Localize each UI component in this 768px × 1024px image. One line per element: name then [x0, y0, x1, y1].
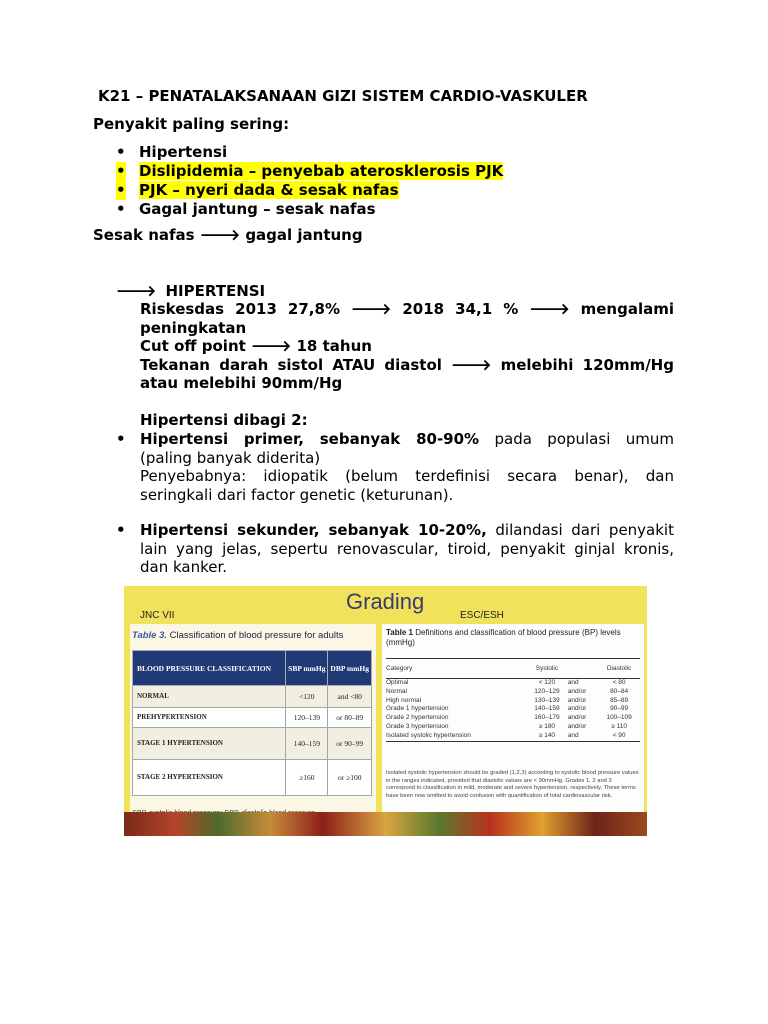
subheading: Penyakit paling sering:	[93, 115, 290, 133]
tekanan-value: melebihi 120mm/Hg	[500, 356, 674, 374]
table-cell: or ≥100	[328, 760, 372, 796]
arrow-icon: 🡒	[116, 282, 157, 300]
sekunder-paragraph	[116, 521, 674, 577]
table-row	[386, 697, 640, 706]
table-cell: 80–84	[610, 687, 629, 695]
esc-label: ESC/ESH	[460, 610, 504, 621]
sekunder-bold: Hipertensi sekunder, sebanyak 10-20%,	[140, 521, 487, 539]
table-cell: Normal	[386, 687, 407, 695]
jnc-table-panel	[130, 624, 376, 812]
list-item-text-highlighted: Dislipidemia – penyebab aterosklerosis PJK	[139, 162, 504, 180]
primer-paragraph	[116, 430, 674, 504]
table-cell: Grade 1 hypertension	[386, 705, 449, 713]
riskesdas-result: mengalami	[580, 300, 674, 318]
table-header: Systolic	[526, 659, 568, 679]
table-cell: 140–159	[286, 728, 328, 760]
table-cell: and/or	[567, 714, 587, 722]
table-cell: STAGE 1 HYPERTENSION	[133, 728, 286, 760]
arrow-icon: 🡒	[251, 337, 292, 355]
table-cell: and	[568, 732, 598, 741]
bullet-icon: •	[116, 162, 126, 180]
table-row	[386, 679, 640, 688]
bullet-icon: •	[116, 200, 126, 218]
table-cell: and <80	[328, 686, 372, 708]
riskesdas-2018: 2018 34,1 %	[402, 300, 519, 318]
figure-heading: Grading	[346, 589, 425, 614]
table-cell: and/or	[567, 722, 587, 730]
table-cell: PREHYPERTENSION	[133, 708, 286, 728]
table-header: BLOOD PRESSURE CLASSIFICATION	[133, 651, 286, 686]
table-cell: Grade 2 hypertension	[386, 714, 449, 722]
bullet-icon: •	[116, 521, 126, 539]
table-row	[386, 723, 640, 732]
cutoff-value: 18 tahun	[296, 337, 372, 355]
dibagi-heading: Hipertensi dibagi 2:	[140, 411, 308, 429]
table-cell: ≥ 110	[611, 722, 627, 730]
sesak-line	[93, 226, 363, 245]
table-cell: 85–89	[610, 696, 629, 704]
jnc-table	[132, 650, 372, 796]
primer-rest: pada populasi umum	[494, 430, 674, 448]
arrow-icon: 🡒	[199, 226, 241, 244]
table-row	[386, 688, 640, 697]
table-cell: < 90	[598, 732, 640, 741]
table-header: Diastolic	[598, 659, 640, 679]
primer-line-1	[140, 430, 674, 449]
table-cell: < 120	[538, 679, 556, 686]
sekunder-line-3: dan kanker.	[140, 558, 228, 576]
table-row	[386, 732, 640, 741]
table-cell: ≥160	[286, 760, 328, 796]
table-cell: or 90–99	[328, 728, 372, 760]
primer-bold: Hipertensi primer, sebanyak 80-90%	[140, 430, 480, 448]
table-cell: High normal	[386, 696, 422, 704]
arrow-icon: 🡒	[451, 356, 492, 374]
bullet-icon: •	[116, 143, 126, 161]
tekanan-line	[140, 356, 674, 375]
list-item	[116, 162, 503, 181]
hipertensi-heading-text: HIPERTENSI	[165, 282, 266, 300]
riskesdas-2013: Riskesdas 2013 27,8%	[140, 300, 340, 318]
table-cell: ≥ 140	[526, 732, 568, 741]
grading-figure	[124, 586, 647, 836]
esc-table-note: Isolated systolic hypertension should be graded (1,2,3) according to systolic blood pressure values in the ranges indicated, provided that diastolic values are < 90mmHg. Grades 1, 2 and 3 correspond to classification in mild, moderate and severe hypertension, respectively. These terms have been now omitted to avoid confusion with quantification of total cardiovascular risk.	[386, 770, 639, 799]
table-cell: Optimal	[386, 679, 409, 686]
table-cell: Isolated systolic hypertension	[386, 732, 526, 741]
table-cell: Grade 3 hypertension	[386, 722, 449, 730]
table-cell: or 80–89	[328, 708, 372, 728]
disease-list	[116, 143, 503, 219]
table-row	[386, 705, 640, 714]
riskesdas-line	[140, 300, 674, 319]
riskesdas-line-2: peningkatan	[140, 319, 247, 337]
bullet-icon: •	[116, 430, 126, 448]
jnc-caption-prefix: Table 3.	[132, 630, 168, 641]
table-header	[568, 659, 598, 679]
list-item-text: Gagal jantung – sesak nafas	[139, 200, 376, 218]
table-cell: 130–139	[534, 696, 560, 704]
table-cell: <120	[286, 686, 328, 708]
table-cell: 90–99	[610, 705, 629, 713]
esc-table-caption	[386, 628, 640, 648]
tekanan-label: Tekanan darah sistol ATAU diastol	[140, 356, 442, 374]
cutoff-line	[140, 337, 674, 356]
cutoff-label: Cut off point	[140, 337, 246, 355]
esc-table	[386, 658, 640, 742]
sekunder-line-1	[140, 521, 674, 540]
tekanan-line-2: atau melebihi 90mm/Hg	[140, 374, 343, 392]
table-header: Category	[386, 659, 526, 679]
sekunder-rest: dilandasi dari penyakit	[495, 521, 674, 539]
list-item	[116, 143, 503, 162]
table-cell: and	[567, 679, 579, 686]
table-cell: 160–179	[534, 714, 560, 722]
sesak-before: Sesak nafas	[93, 226, 195, 244]
arrow-icon: 🡒	[351, 300, 392, 318]
primer-line-4: seringkali dari factor genetic (keturunan).	[140, 485, 454, 504]
list-item-text: Hipertensi	[139, 143, 228, 161]
table-cell: 140–159	[534, 705, 560, 713]
table-cell: < 80	[612, 679, 626, 686]
table-cell: and/or	[567, 705, 587, 713]
table-row	[133, 708, 372, 728]
table-row	[386, 714, 640, 723]
table-row	[133, 686, 372, 708]
list-item	[116, 181, 503, 200]
bullet-icon: •	[116, 181, 126, 199]
hipertensi-heading	[116, 282, 265, 301]
table-cell: ≥ 180	[538, 722, 556, 730]
jnc-label: JNC VII	[140, 610, 175, 621]
sesak-after: gagal jantung	[245, 226, 363, 244]
table-header: DBP mmHg	[328, 651, 372, 686]
sekunder-line-2: lain yang jelas, sepertu renovascular, tiroid, penyakit ginjal kronis,	[140, 539, 674, 558]
primer-line-3: Penyebabnya: idiopatik (belum terdefinisi secara benar), dan	[140, 467, 674, 485]
table-cell: and/or	[567, 696, 587, 704]
table-row	[133, 760, 372, 796]
list-item-text-highlighted: PJK – nyeri dada & sesak nafas	[139, 181, 399, 199]
page-title: K21 – PENATALAKSANAAN GIZI SISTEM CARDIO-VASKULER	[98, 87, 588, 105]
arrow-icon: 🡒	[529, 300, 570, 318]
primer-line-2: (paling banyak diderita)	[140, 448, 321, 467]
table-row	[133, 728, 372, 760]
esc-caption-text: Definitions and classification of blood pressure (BP) levels (mmHg)	[386, 628, 621, 647]
table-cell: 100–109	[606, 714, 632, 722]
list-item	[116, 200, 503, 219]
esc-table-panel	[382, 624, 644, 812]
food-photo-strip	[124, 812, 647, 836]
table-cell: and/or	[567, 687, 587, 695]
jnc-caption-text: Classification of blood pressure for adults	[169, 630, 344, 641]
table-cell: STAGE 2 HYPERTENSION	[133, 760, 286, 796]
table-cell: NORMAL	[133, 686, 286, 708]
table-cell: 120–129	[534, 687, 560, 695]
table-cell: 120–139	[286, 708, 328, 728]
jnc-table-caption	[132, 626, 343, 645]
esc-caption-prefix: Table 1	[386, 628, 413, 637]
table-header: SBP mmHg	[286, 651, 328, 686]
